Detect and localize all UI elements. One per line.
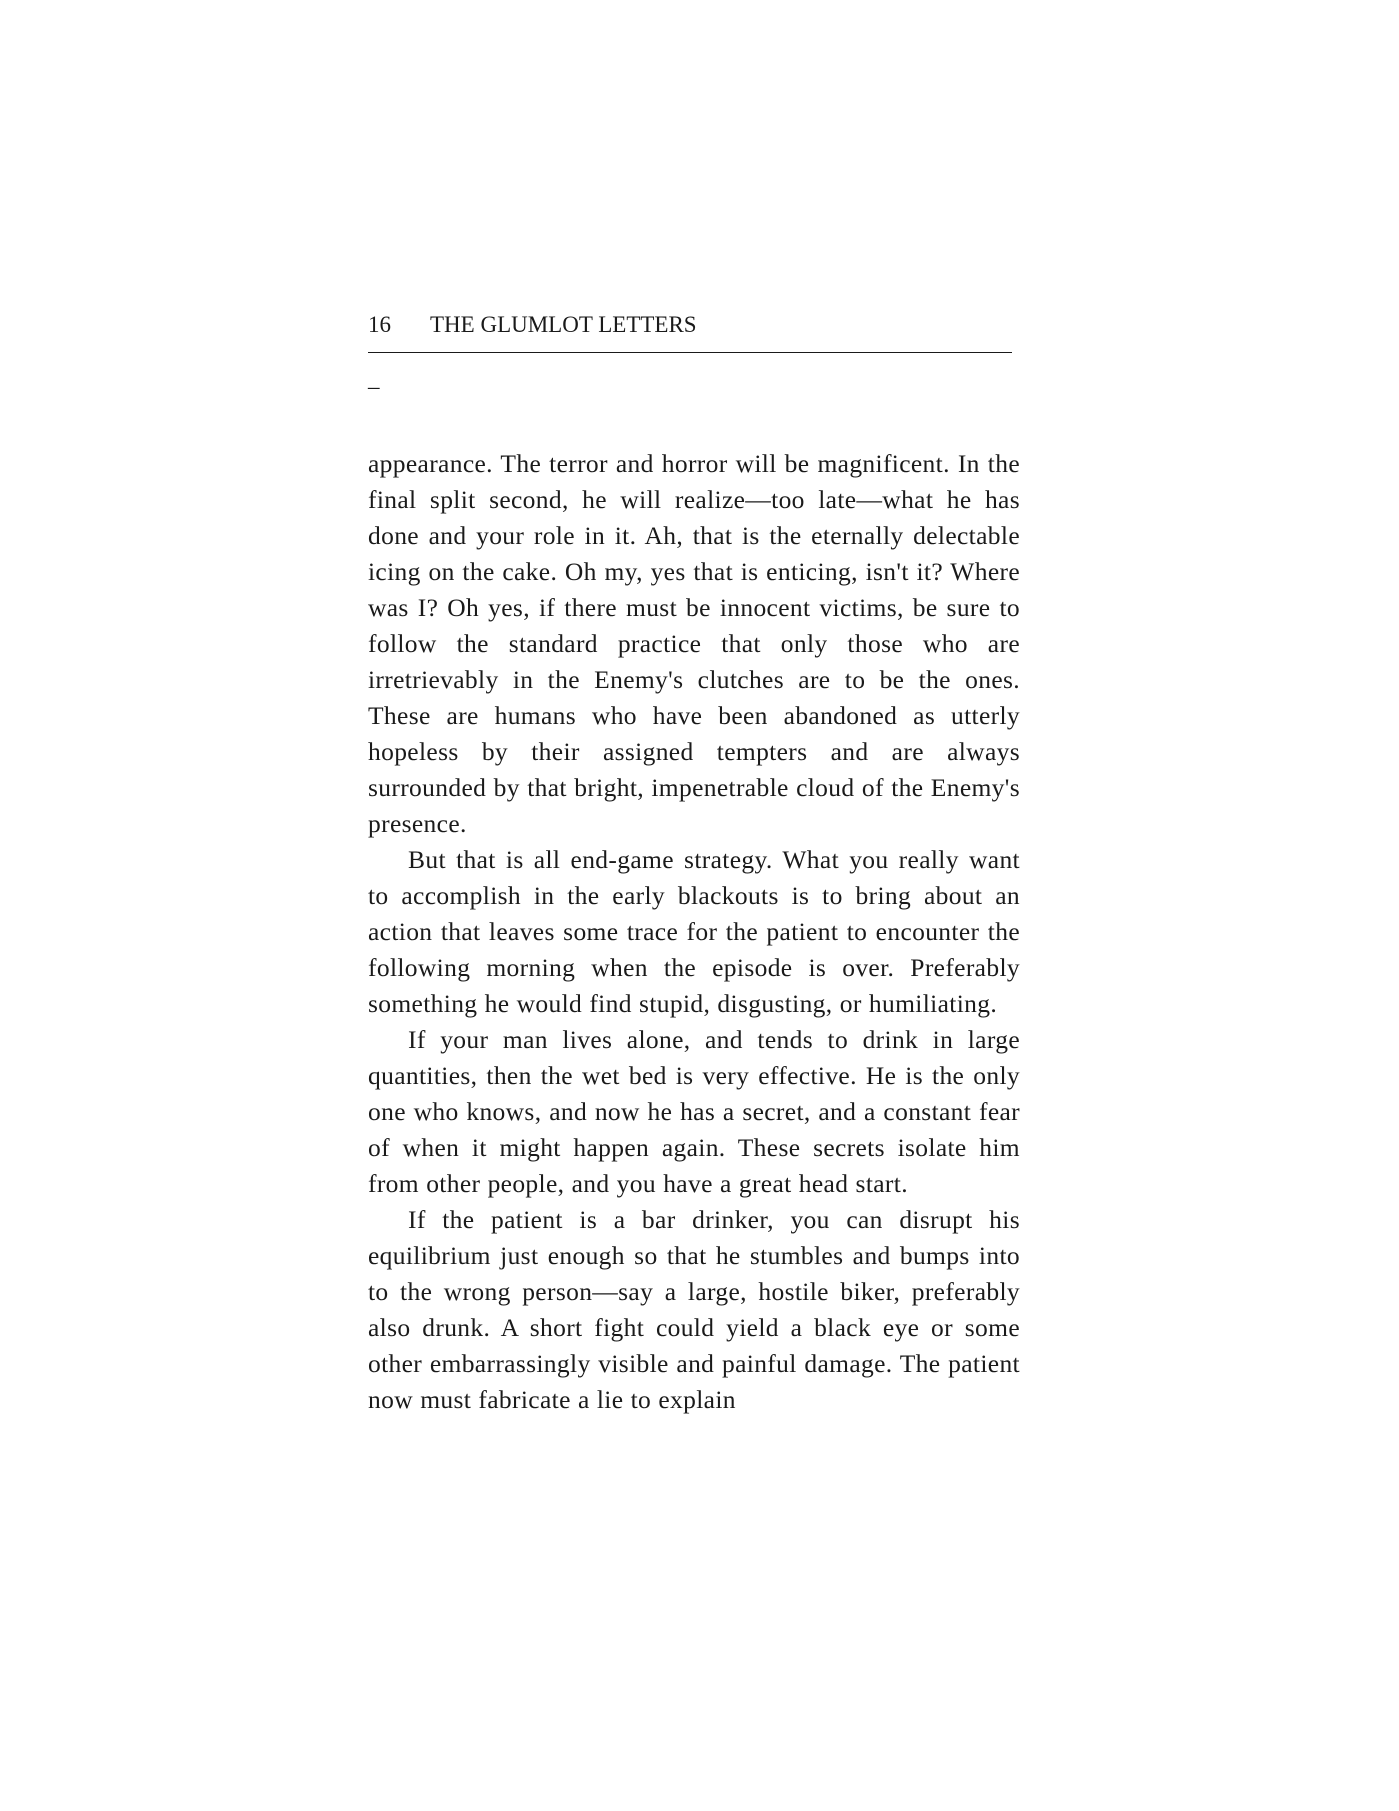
running-head (368, 310, 1012, 340)
paragraph-4: If the patient is a bar drinker, you can disrupt his equilibrium just enough so that he stumbles and bumps into to the wrong person—say a large, hostile biker, preferably also drunk. A short fight could yield a black eye or some other embarrassingly visible and painful damage. The patient now must fabricate a lie to explain (368, 1205, 1020, 1414)
paragraph-2: But that is all end-game strategy. What you really want to accomplish in the early blackouts is to bring about an action that leaves some trace for the patient to encounter the following morning when the episode is over. Preferably something he would find stupid, disgusting, or humiliating. (368, 845, 1020, 1018)
paragraph-3: If your man lives alone, and tends to drink in large quantities, then the wet bed is very effective. He is the only one who knows, and now he has a secret, and a constant fear of when it might happen again. These secrets isolate him from other people, and you have a great head start. (368, 1025, 1020, 1198)
header-rule (368, 352, 1012, 353)
paragraph-1: appearance. The terror and horror will be magnificent. In the final split second, he will realize—too late—what he has done and your role in it. Ah, that is the eternally delectable icing on the cake. Oh my, yes that is enticing, isn't it? Where was I? Oh yes, if there must be innocent victims, be sure to follow the standard practice that only those who are irretrievably in the Enemy's clutches are to be the ones. These are humans who have been abandoned as utterly hopeless by their assigned tempters and are always surrounded by that bright, impenetrable cloud of the Enemy's presence. (368, 449, 1020, 838)
body-text (368, 446, 1020, 1418)
running-title: THE GLUMLOT LETTERS (430, 312, 697, 337)
page-number: 16 (368, 312, 391, 337)
header-dash: _ (368, 366, 380, 391)
